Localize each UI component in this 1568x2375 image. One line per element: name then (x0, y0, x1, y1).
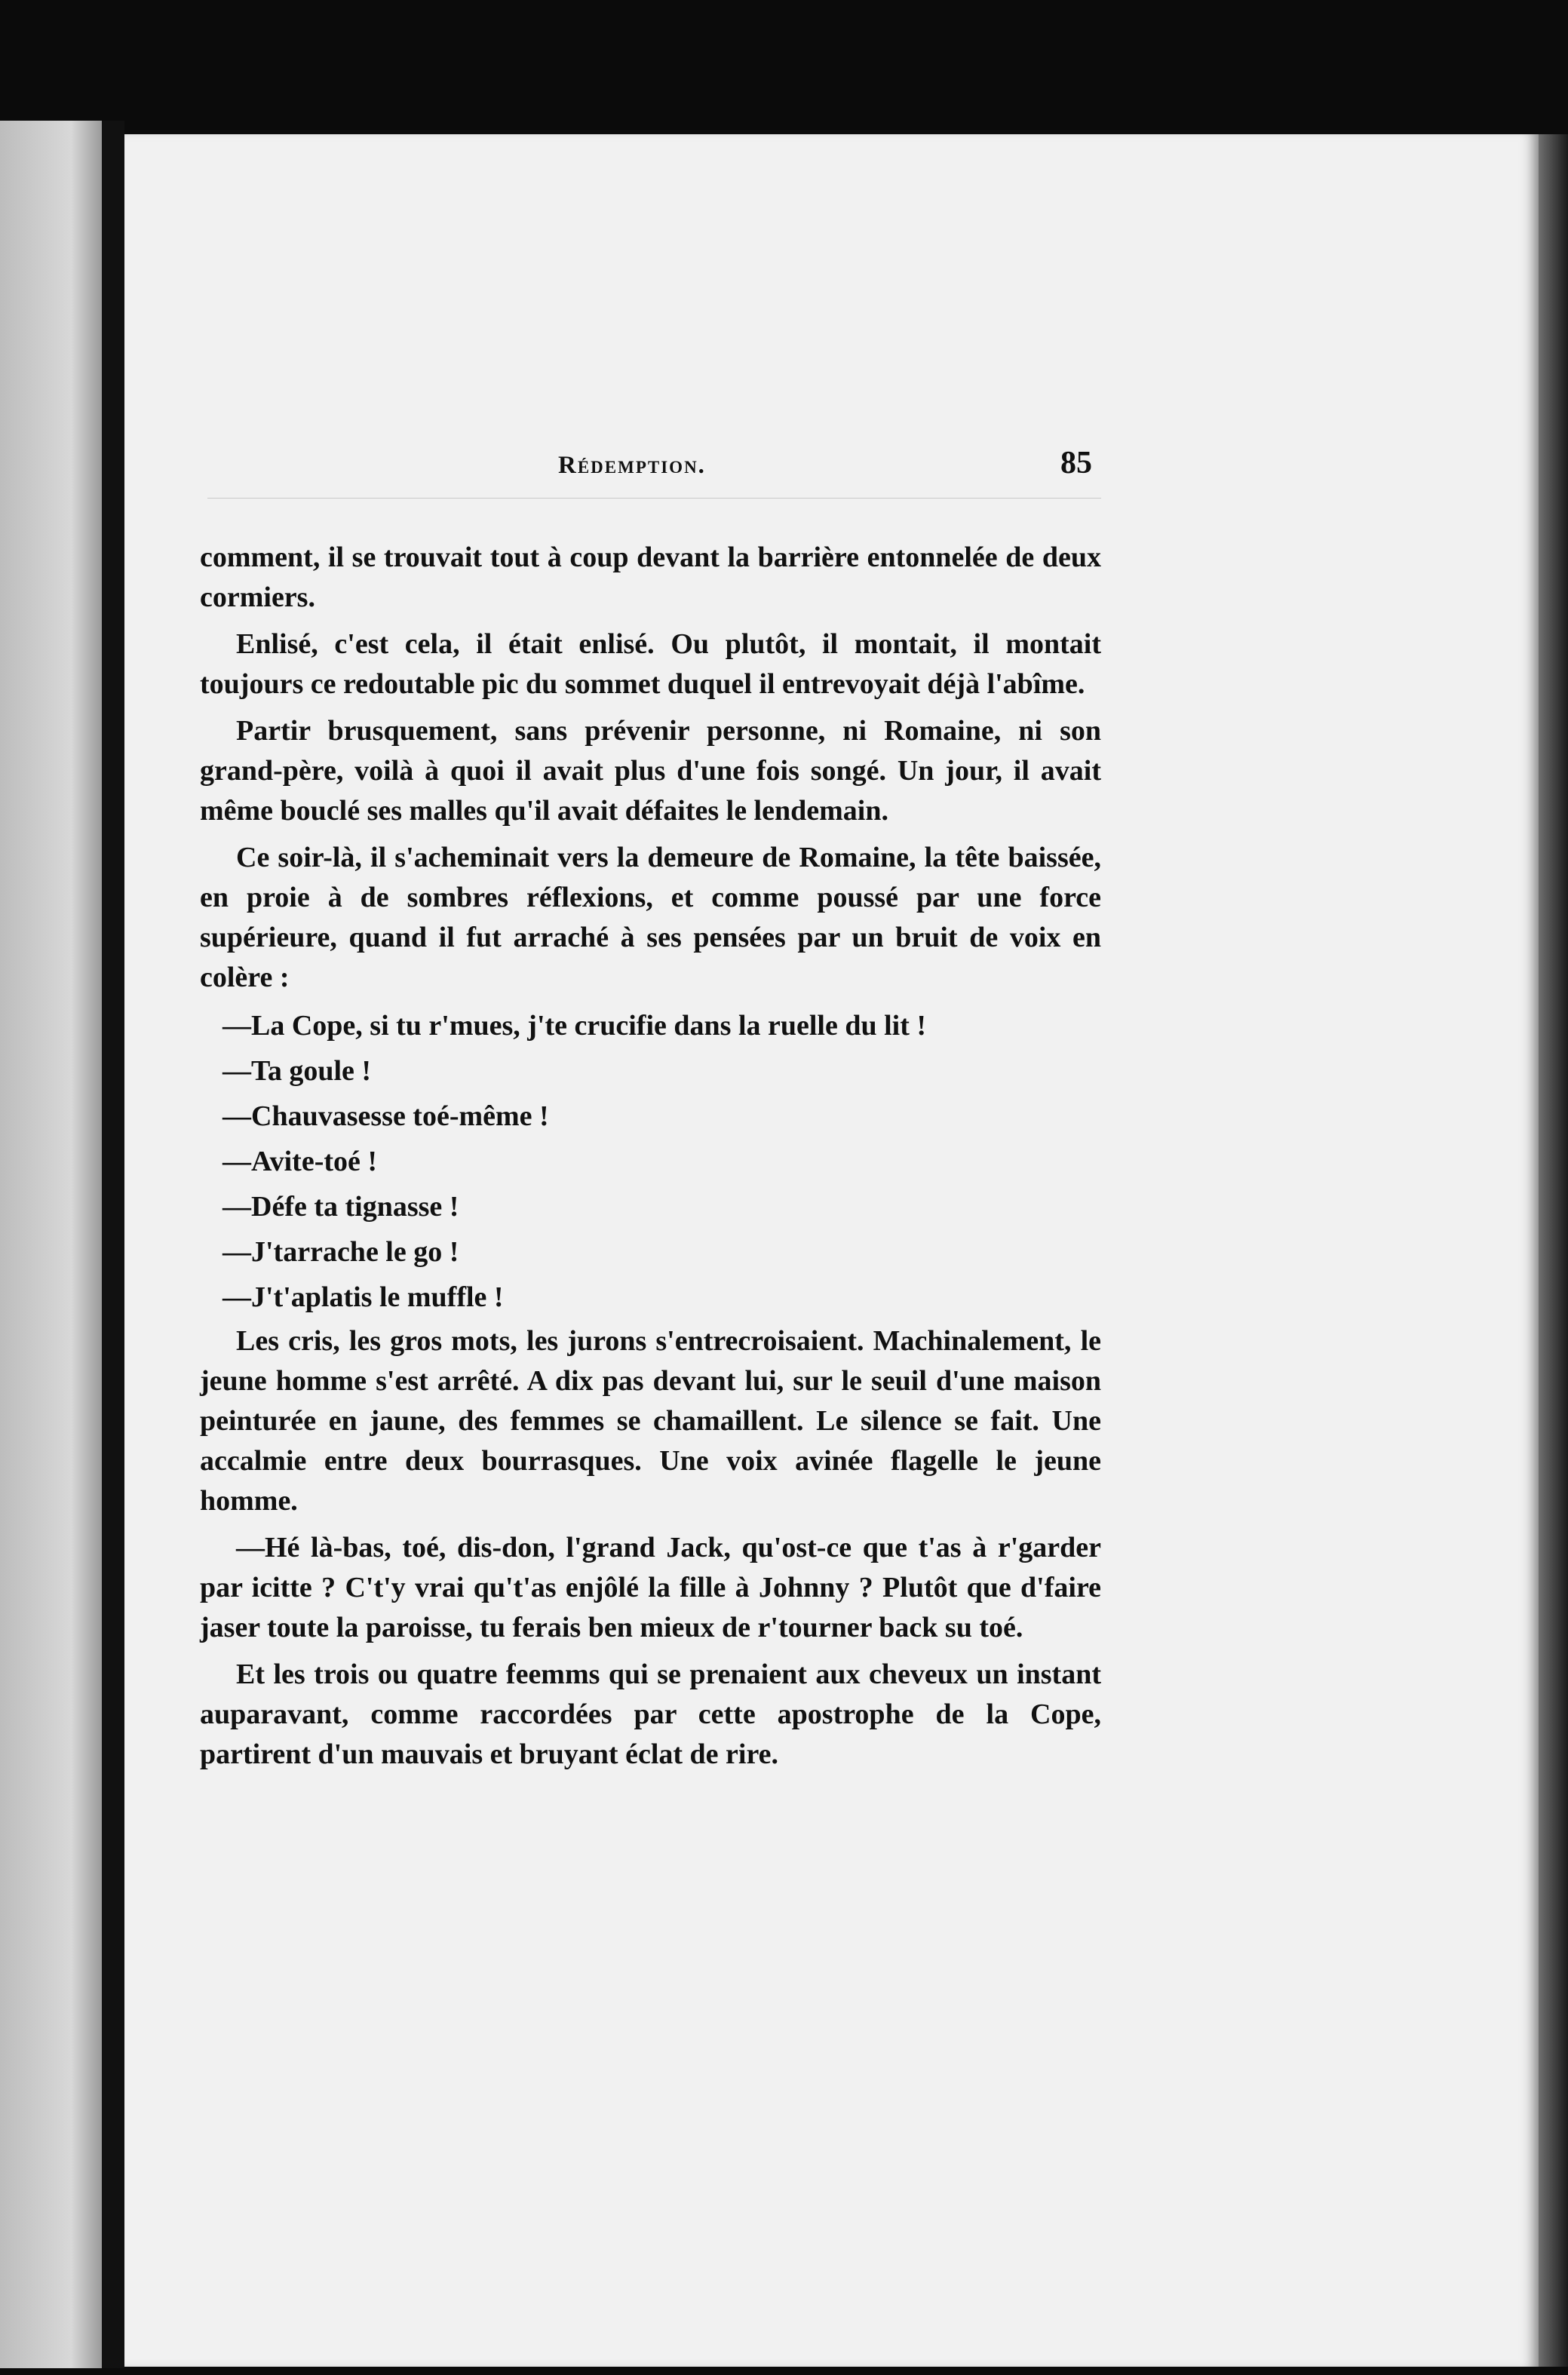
dialogue-line: —Ta goule ! (222, 1055, 372, 1087)
dialogue-line: —J't'aplatis le muffle ! (222, 1281, 504, 1313)
dialogue-line: —Avite-toé ! (222, 1146, 378, 1177)
running-header (207, 445, 1101, 499)
dialogue-line: —Défe ta tignasse ! (222, 1191, 459, 1223)
book-gutter (102, 121, 124, 2368)
dialogue-line: —La Cope, si tu r'mues, j'te crucifie dans la ruelle du lit ! (222, 1010, 927, 1042)
dialogue-line: —J'tarrache le go ! (222, 1236, 459, 1268)
dialogue-line: —Chauvasesse toé-même ! (222, 1100, 549, 1132)
running-title: Rédemption. (558, 452, 706, 479)
paragraph: —Hé là-bas, toé, dis-don, l'grand Jack, qu'ost-ce que t'as à r'garder par icitte ? C't'y vrai qu't'as enjôlé la fille à Johnny ? Plutôt que d'faire jaser toute la paroisse, tu ferais ben mieux de r'tourner back su toé. (200, 1532, 1101, 1643)
paragraph: Partir brusquement, sans prévenir personne, ni Romaine, ni son grand-père, voilà à quoi il avait plus d'une fois songé. Un jour, il avait même bouclé ses malles qu'il avait défaites le lendemain. (200, 715, 1101, 827)
paragraph: Ce soir-là, il s'acheminait vers la demeure de Romaine, la tête baissée, en proie à de sombres réflexions, et comme poussé par une force supérieure, quand il fut arraché à ses pensées par un bruit de voix en colère : (200, 842, 1101, 993)
page-content (200, 445, 1101, 1781)
page-number: 85 (1060, 446, 1092, 480)
page-right-edge (1539, 134, 1568, 2367)
paragraph: Les cris, les gros mots, les jurons s'entrecroisaient. Machinalement, le jeune homme s'est arrêté. A dix pas devant lui, sur le seuil d'une maison peinturée en jaune, des femmes se chamaillent. Le silence se fait. Une accalmie entre deux bourrasques. Une voix avinée flagelle le jeune homme. (200, 1325, 1101, 1517)
paragraph: comment, il se trouvait tout à coup devant la barrière entonnelée de deux cormiers. (200, 542, 1101, 613)
paragraph: Et les trois ou quatre feemms qui se prenaient aux cheveux un instant auparavant, comme raccordées par cette apostrophe de la Cope, partirent d'un mauvais et bruyant éclat de rire. (200, 1659, 1101, 1770)
paragraph: Enlisé, c'est cela, il était enlisé. Ou plutôt, il montait, il montait toujours ce redoutable pic du sommet duquel il entrevoyait déjà l'abîme. (200, 628, 1101, 700)
page-body (200, 538, 1101, 1775)
facing-page-edge (0, 121, 102, 2368)
